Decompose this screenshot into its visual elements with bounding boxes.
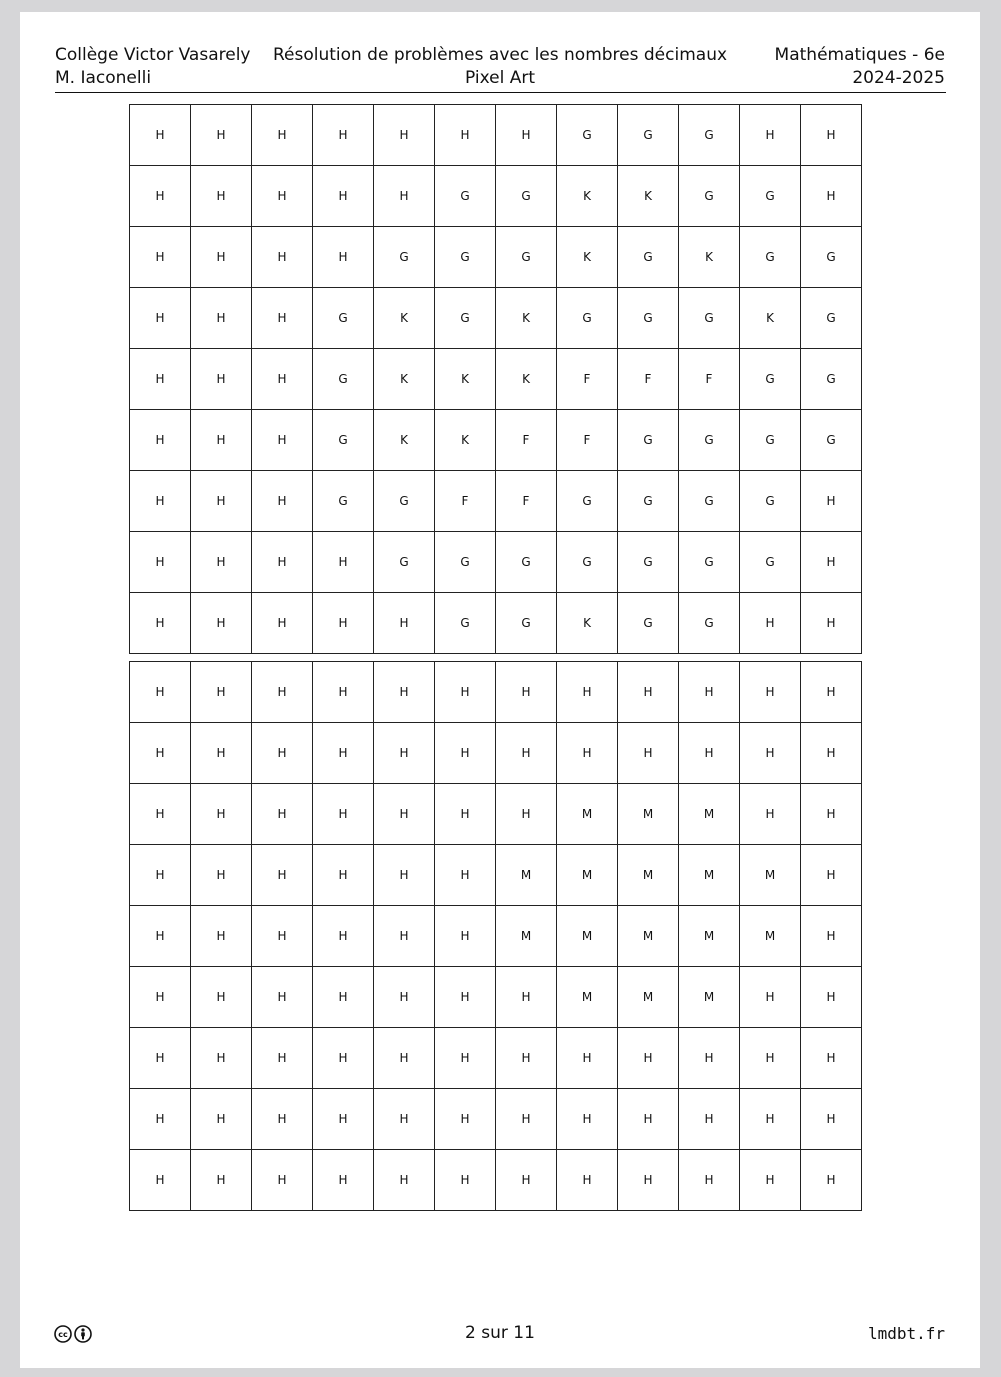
- grid-row: [130, 166, 862, 227]
- grid-cell: M: [557, 906, 618, 967]
- grid-cell: H: [252, 662, 313, 723]
- grid-cell: H: [801, 471, 862, 532]
- grid-cell: H: [191, 227, 252, 288]
- grid-cell: H: [130, 906, 191, 967]
- grid-cell: H: [130, 845, 191, 906]
- document-page: [20, 12, 980, 1368]
- grid-cell: K: [557, 593, 618, 654]
- grid-cell: H: [130, 662, 191, 723]
- grid-cell: M: [679, 967, 740, 1028]
- grid-cell: H: [252, 532, 313, 593]
- grid-cell: H: [740, 662, 801, 723]
- grid-cell: G: [679, 532, 740, 593]
- grid-cell: H: [313, 784, 374, 845]
- grid-cell: H: [374, 1028, 435, 1089]
- grid-cell: G: [618, 532, 679, 593]
- grid-row: [130, 906, 862, 967]
- grid-cell: M: [557, 845, 618, 906]
- grid-cell: G: [618, 288, 679, 349]
- grid-cell: H: [191, 967, 252, 1028]
- grid-cell: H: [374, 105, 435, 166]
- grid-cell: F: [496, 471, 557, 532]
- grid-cell: H: [130, 593, 191, 654]
- grid-row: [130, 593, 862, 654]
- doc-title: Résolution de problèmes avec les nombres décimaux: [272, 45, 728, 65]
- grid-cell: M: [496, 845, 557, 906]
- grid-cell: H: [130, 1028, 191, 1089]
- grid-row: [130, 410, 862, 471]
- grid-cell: G: [740, 227, 801, 288]
- grid-row: [130, 1150, 862, 1211]
- grid-cell: H: [496, 662, 557, 723]
- grid-cell: F: [557, 349, 618, 410]
- grid-cell: H: [191, 1028, 252, 1089]
- grid-cell: H: [313, 227, 374, 288]
- grid-cell: H: [313, 967, 374, 1028]
- grid-cell: H: [374, 845, 435, 906]
- grid-row: [130, 1089, 862, 1150]
- grid-cell: G: [740, 410, 801, 471]
- grid-cell: H: [679, 1150, 740, 1211]
- grid-cell: G: [679, 288, 740, 349]
- grid-cell: M: [618, 906, 679, 967]
- grid-cell: G: [435, 532, 496, 593]
- grid-cell: M: [496, 906, 557, 967]
- grid-cell: H: [740, 1150, 801, 1211]
- grid-cell: G: [557, 288, 618, 349]
- pixel-grid-bottom: [129, 661, 862, 1211]
- grid-cell: H: [191, 410, 252, 471]
- grid-cell: K: [496, 288, 557, 349]
- grid-cell: H: [801, 662, 862, 723]
- grid-cell: G: [679, 593, 740, 654]
- grid-cell: H: [374, 906, 435, 967]
- grid-cell: K: [435, 410, 496, 471]
- grid-row: [130, 967, 862, 1028]
- grid-cell: H: [496, 105, 557, 166]
- grid-row: [130, 349, 862, 410]
- grid-cell: G: [740, 349, 801, 410]
- grid-row: [130, 471, 862, 532]
- grid-cell: H: [191, 471, 252, 532]
- grid-row: [130, 532, 862, 593]
- grid-cell: H: [130, 784, 191, 845]
- school-name: Collège Victor Vasarely: [55, 45, 251, 65]
- grid-cell: K: [679, 227, 740, 288]
- grid-cell: H: [618, 662, 679, 723]
- grid-cell: G: [435, 593, 496, 654]
- grid-cell: H: [191, 784, 252, 845]
- grid-cell: G: [801, 410, 862, 471]
- grid-cell: H: [252, 1150, 313, 1211]
- grid-cell: H: [130, 105, 191, 166]
- grid-cell: H: [191, 349, 252, 410]
- grid-cell: H: [801, 166, 862, 227]
- grid-cell: H: [191, 105, 252, 166]
- page-number: 2 sur 11: [465, 1323, 535, 1343]
- grid-cell: H: [191, 593, 252, 654]
- grid-row: [130, 1028, 862, 1089]
- grid-cell: H: [679, 1028, 740, 1089]
- grid-cell: F: [679, 349, 740, 410]
- grid-cell: H: [191, 1150, 252, 1211]
- grid-cell: G: [496, 166, 557, 227]
- grid-cell: H: [191, 845, 252, 906]
- grid-cell: G: [618, 593, 679, 654]
- grid-cell: H: [313, 1150, 374, 1211]
- grid-cell: H: [130, 227, 191, 288]
- grid-cell: H: [191, 532, 252, 593]
- grid-cell: G: [496, 227, 557, 288]
- grid-cell: H: [130, 410, 191, 471]
- grid-cell: H: [679, 1089, 740, 1150]
- grid-row: [130, 227, 862, 288]
- grid-cell: F: [435, 471, 496, 532]
- header-rule: [55, 92, 946, 93]
- grid-cell: K: [374, 410, 435, 471]
- grid-cell: M: [618, 845, 679, 906]
- grid-cell: G: [740, 532, 801, 593]
- grid-cell: H: [557, 723, 618, 784]
- grid-cell: G: [679, 471, 740, 532]
- grid-cell: F: [557, 410, 618, 471]
- grid-cell: G: [557, 471, 618, 532]
- grid-cell: H: [435, 967, 496, 1028]
- grid-cell: H: [313, 723, 374, 784]
- grid-cell: G: [435, 227, 496, 288]
- grid-cell: H: [191, 1089, 252, 1150]
- school-year: 2024-2025: [852, 68, 945, 88]
- grid-cell: G: [679, 410, 740, 471]
- grid-cell: H: [252, 227, 313, 288]
- grid-cell: H: [252, 349, 313, 410]
- grid-cell: G: [374, 471, 435, 532]
- grid-cell: M: [740, 906, 801, 967]
- grid-cell: H: [801, 967, 862, 1028]
- grid-cell: H: [435, 662, 496, 723]
- grid-cell: G: [618, 227, 679, 288]
- grid-cell: G: [740, 166, 801, 227]
- grid-cell: H: [252, 1089, 313, 1150]
- grid-cell: H: [191, 906, 252, 967]
- grid-cell: M: [740, 845, 801, 906]
- grid-cell: K: [435, 349, 496, 410]
- grid-cell: H: [130, 1089, 191, 1150]
- grid-cell: H: [435, 784, 496, 845]
- grid-cell: G: [557, 105, 618, 166]
- grid-cell: H: [679, 723, 740, 784]
- grid-cell: H: [130, 1150, 191, 1211]
- grid-cell: M: [679, 906, 740, 967]
- grid-cell: M: [557, 784, 618, 845]
- grid-cell: H: [496, 1028, 557, 1089]
- grid-cell: H: [374, 784, 435, 845]
- grid-cell: H: [130, 723, 191, 784]
- grid-cell: H: [252, 784, 313, 845]
- grid-cell: K: [496, 349, 557, 410]
- grid-cell: G: [435, 166, 496, 227]
- grid-cell: K: [618, 166, 679, 227]
- grid-row: [130, 288, 862, 349]
- svg-text:cc: cc: [58, 1330, 68, 1340]
- grid-cell: H: [557, 1150, 618, 1211]
- grid-cell: G: [618, 105, 679, 166]
- subject: Mathématiques - 6e: [774, 45, 945, 65]
- grid-cell: H: [313, 906, 374, 967]
- grid-cell: G: [496, 593, 557, 654]
- grid-cell: H: [130, 288, 191, 349]
- grid-cell: H: [557, 1089, 618, 1150]
- grid-cell: G: [801, 288, 862, 349]
- grid-cell: F: [496, 410, 557, 471]
- grid-cell: H: [130, 532, 191, 593]
- grid-cell: H: [374, 166, 435, 227]
- grid-cell: H: [740, 723, 801, 784]
- grid-cell: G: [679, 105, 740, 166]
- site-url: lmdbt.fr: [867, 1324, 945, 1343]
- grid-cell: H: [374, 1150, 435, 1211]
- grid-cell: H: [801, 1150, 862, 1211]
- grid-cell: M: [679, 784, 740, 845]
- grid-cell: H: [130, 349, 191, 410]
- grid-cell: H: [618, 723, 679, 784]
- grid-cell: H: [313, 166, 374, 227]
- grid-cell: H: [801, 532, 862, 593]
- grid-cell: H: [191, 288, 252, 349]
- grid-cell: H: [801, 105, 862, 166]
- grid-cell: G: [313, 288, 374, 349]
- grid-cell: H: [557, 1028, 618, 1089]
- grid-cell: H: [435, 1089, 496, 1150]
- grid-cell: H: [374, 593, 435, 654]
- grid-cell: H: [740, 1089, 801, 1150]
- grid-cell: H: [496, 967, 557, 1028]
- grid-cell: H: [252, 166, 313, 227]
- grid-cell: H: [374, 723, 435, 784]
- grid-row: [130, 784, 862, 845]
- grid-cell: H: [435, 105, 496, 166]
- pixel-grid-top: [129, 104, 862, 654]
- grid-row: [130, 662, 862, 723]
- grid-row: [130, 105, 862, 166]
- grid-cell: H: [313, 845, 374, 906]
- grid-cell: K: [374, 349, 435, 410]
- grid-cell: H: [496, 723, 557, 784]
- grid-cell: H: [801, 906, 862, 967]
- grid-cell: H: [679, 662, 740, 723]
- grid-cell: H: [618, 1028, 679, 1089]
- grid-cell: M: [679, 845, 740, 906]
- doc-subtitle: Pixel Art: [464, 68, 535, 88]
- grid-cell: G: [435, 288, 496, 349]
- grid-cell: H: [496, 1150, 557, 1211]
- grid-cell: K: [374, 288, 435, 349]
- grid-cell: H: [130, 166, 191, 227]
- grid-cell: H: [130, 471, 191, 532]
- grid-row: [130, 845, 862, 906]
- grid-cell: H: [740, 784, 801, 845]
- grid-cell: H: [313, 1028, 374, 1089]
- grid-cell: H: [801, 1089, 862, 1150]
- grid-cell: G: [313, 349, 374, 410]
- grid-cell: H: [801, 845, 862, 906]
- grid-cell: G: [313, 471, 374, 532]
- grid-cell: H: [435, 723, 496, 784]
- grid-cell: G: [618, 471, 679, 532]
- grid-cell: H: [252, 906, 313, 967]
- grid-cell: H: [374, 1089, 435, 1150]
- grid-cell: H: [801, 723, 862, 784]
- teacher-name: M. Iaconelli: [55, 68, 152, 88]
- grid-cell: H: [496, 1089, 557, 1150]
- grid-cell: H: [740, 1028, 801, 1089]
- grid-cell: G: [374, 227, 435, 288]
- grid-cell: G: [740, 471, 801, 532]
- grid-cell: H: [557, 662, 618, 723]
- grid-cell: H: [801, 1028, 862, 1089]
- grid-cell: M: [618, 784, 679, 845]
- grid-cell: H: [618, 1150, 679, 1211]
- grid-cell: H: [252, 1028, 313, 1089]
- grid-cell: H: [740, 593, 801, 654]
- grid-cell: H: [740, 105, 801, 166]
- grid-cell: F: [618, 349, 679, 410]
- grid-cell: G: [496, 532, 557, 593]
- grid-cell: H: [252, 593, 313, 654]
- grid-cell: H: [252, 967, 313, 1028]
- grid-cell: H: [618, 1089, 679, 1150]
- grid-cell: H: [191, 166, 252, 227]
- grid-cell: H: [191, 723, 252, 784]
- grid-cell: H: [374, 662, 435, 723]
- grid-cell: H: [252, 105, 313, 166]
- grid-cell: H: [313, 1089, 374, 1150]
- grid-cell: G: [679, 166, 740, 227]
- grid-cell: H: [435, 845, 496, 906]
- grid-cell: H: [374, 967, 435, 1028]
- grid-cell: G: [557, 532, 618, 593]
- grid-cell: M: [557, 967, 618, 1028]
- grid-cell: K: [557, 227, 618, 288]
- grid-cell: H: [252, 410, 313, 471]
- grid-cell: G: [374, 532, 435, 593]
- grid-cell: G: [801, 349, 862, 410]
- grid-cell: K: [557, 166, 618, 227]
- grid-cell: H: [191, 662, 252, 723]
- grid-cell: K: [740, 288, 801, 349]
- grid-cell: H: [801, 784, 862, 845]
- grid-cell: H: [252, 845, 313, 906]
- grid-cell: H: [313, 105, 374, 166]
- grid-cell: H: [435, 1028, 496, 1089]
- grid-cell: M: [618, 967, 679, 1028]
- grid-cell: H: [252, 288, 313, 349]
- grid-cell: H: [496, 784, 557, 845]
- grid-cell: H: [435, 906, 496, 967]
- grid-cell: H: [801, 593, 862, 654]
- grid-cell: H: [313, 532, 374, 593]
- grid-row: [130, 723, 862, 784]
- grid-cell: H: [313, 593, 374, 654]
- grid-cell: H: [740, 967, 801, 1028]
- grid-cell: H: [252, 471, 313, 532]
- grid-cell: H: [252, 723, 313, 784]
- grid-cell: H: [313, 662, 374, 723]
- grid-cell: H: [130, 967, 191, 1028]
- grid-cell: G: [618, 410, 679, 471]
- grid-cell: G: [313, 410, 374, 471]
- grid-cell: H: [435, 1150, 496, 1211]
- grid-cell: G: [801, 227, 862, 288]
